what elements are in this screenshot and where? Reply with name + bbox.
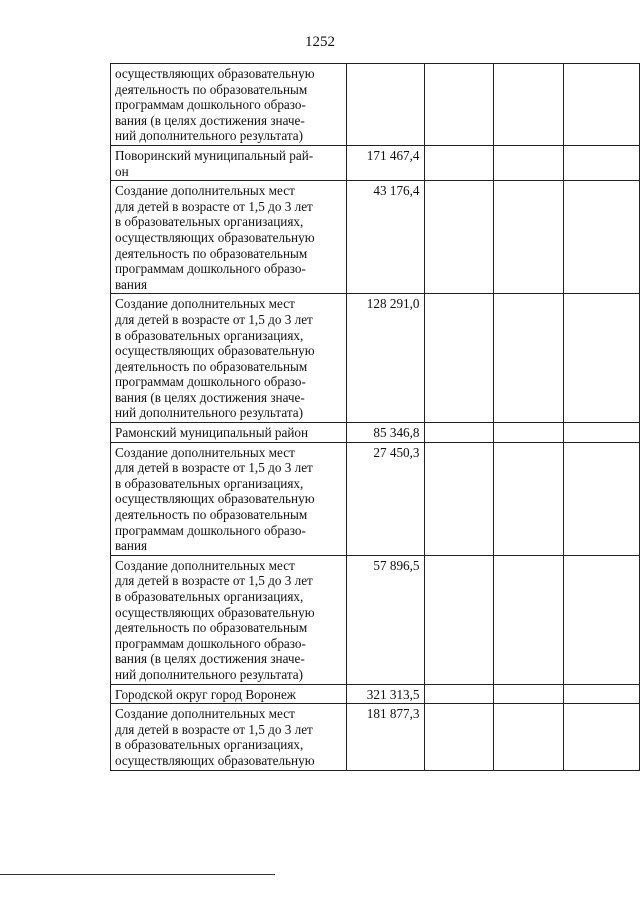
table-row xyxy=(111,181,640,294)
empty-cell xyxy=(564,442,640,555)
empty-cell xyxy=(424,423,494,443)
empty-cell xyxy=(564,423,640,443)
empty-cell xyxy=(424,704,494,770)
empty-cell xyxy=(494,442,564,555)
row-name: Создание дополнительных мест для детей в возрасте от 1,5 до 3 лет в образовательных организациях, осуществляющих образовательную деятельность по образовательным программам дошкольного образо- вания xyxy=(111,442,347,555)
row-name: Городской округ город Воронеж xyxy=(111,684,347,704)
table-row xyxy=(111,704,640,770)
row-amount: 43 176,4 xyxy=(346,181,424,294)
row-name: Поворинский муниципальный рай- он xyxy=(111,145,347,180)
empty-cell xyxy=(494,423,564,443)
table-row xyxy=(111,64,640,146)
empty-cell xyxy=(424,145,494,180)
empty-cell xyxy=(564,684,640,704)
empty-cell xyxy=(494,181,564,294)
empty-cell xyxy=(424,181,494,294)
empty-cell xyxy=(494,145,564,180)
table-row xyxy=(111,145,640,180)
row-amount: 85 346,8 xyxy=(346,423,424,443)
row-name: Рамонский муниципальный район xyxy=(111,423,347,443)
row-amount xyxy=(346,64,424,146)
empty-cell xyxy=(564,181,640,294)
empty-cell xyxy=(424,442,494,555)
footer-divider xyxy=(0,874,275,875)
empty-cell xyxy=(424,684,494,704)
empty-cell xyxy=(494,684,564,704)
row-amount: 321 313,5 xyxy=(346,684,424,704)
empty-cell xyxy=(564,555,640,684)
empty-cell xyxy=(564,704,640,770)
empty-cell xyxy=(424,294,494,423)
page-number: 1252 xyxy=(305,34,335,50)
empty-cell xyxy=(424,555,494,684)
row-amount: 27 450,3 xyxy=(346,442,424,555)
empty-cell xyxy=(494,64,564,146)
row-name: Создание дополнительных мест для детей в возрасте от 1,5 до 3 лет в образовательных организациях, осуществляющих образовательную xyxy=(111,704,347,770)
table-row xyxy=(111,442,640,555)
table-row xyxy=(111,294,640,423)
table-row xyxy=(111,555,640,684)
table-row xyxy=(111,423,640,443)
row-amount: 128 291,0 xyxy=(346,294,424,423)
empty-cell xyxy=(494,294,564,423)
row-name: Создание дополнительных мест для детей в возрасте от 1,5 до 3 лет в образовательных организациях, осуществляющих образовательную деятельность по образовательным программам дошкольного образо- вания xyxy=(111,181,347,294)
budget-table xyxy=(110,63,640,771)
empty-cell xyxy=(424,64,494,146)
row-name: осуществляющих образовательную деятельность по образовательным программам дошкольного образо- вания (в целях достижения значе- ний дополнительного результата) xyxy=(111,64,347,146)
empty-cell xyxy=(494,555,564,684)
empty-cell xyxy=(564,145,640,180)
row-name: Создание дополнительных мест для детей в возрасте от 1,5 до 3 лет в образовательных организациях, осуществляющих образовательную деятельность по образовательным программам дошкольного образо- вания (в целях достижения значе- ний дополнительного результата) xyxy=(111,555,347,684)
row-name: Создание дополнительных мест для детей в возрасте от 1,5 до 3 лет в образовательных организациях, осуществляющих образовательную деятельность по образовательным программам дошкольного образо- вания (в целях достижения значе- ний дополнительного результата) xyxy=(111,294,347,423)
empty-cell xyxy=(564,64,640,146)
empty-cell xyxy=(564,294,640,423)
table-row xyxy=(111,684,640,704)
empty-cell xyxy=(494,704,564,770)
row-amount: 181 877,3 xyxy=(346,704,424,770)
row-amount: 171 467,4 xyxy=(346,145,424,180)
row-amount: 57 896,5 xyxy=(346,555,424,684)
